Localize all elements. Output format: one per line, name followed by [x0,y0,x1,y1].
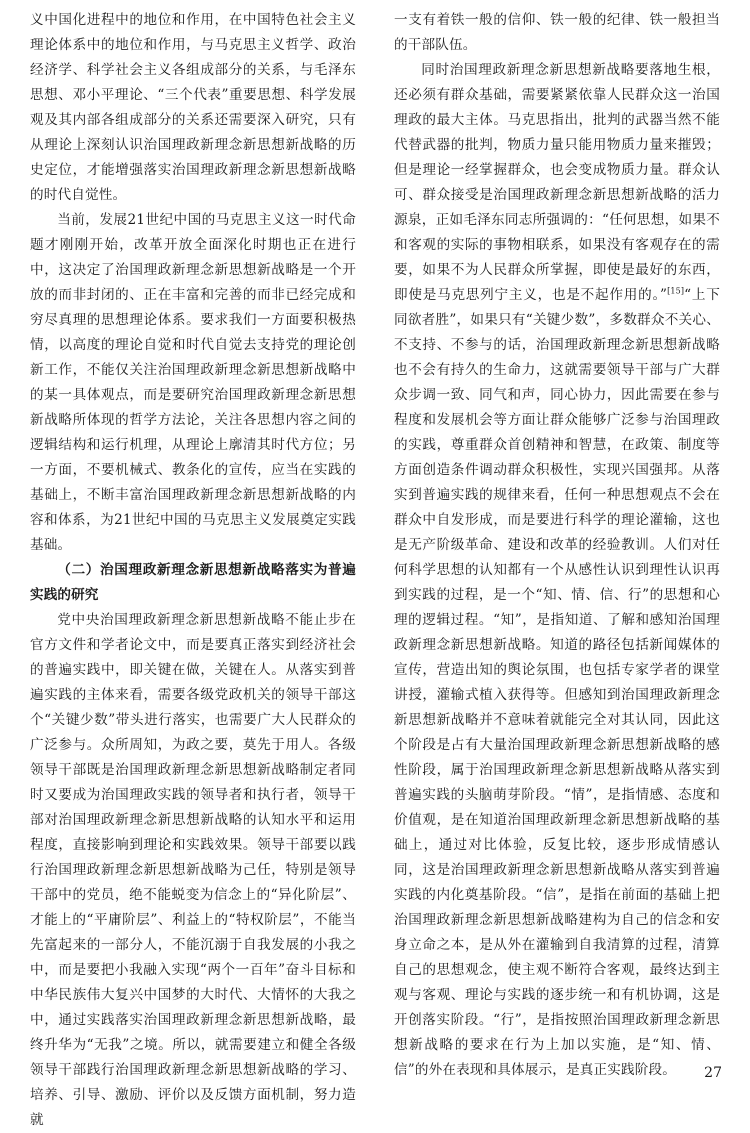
left-column [30,8,356,1133]
paragraph: 当前，发展21世纪中国的马克思主义这一时代命题才刚刚开始，改革开放全面深化时期也正在进行中，这决定了治国理政新理念新思想新战略是一个开放的而非封闭的、正在丰富和完善的而非已经完成和穷尽真理的思想理论体系。要求我们一方面要积极热情，以高度的理论自觉和时代自觉去支持党的理论创新工作，不能仅关注治国理政新理念新思想新战略中的某一具体观点，而是要研究治国理政新理念新思想新战略所体现的哲学方法论，关注各思想内容之间的逻辑结构和运行机理，从理论上廓清其时代方位；另一方面，不要机械式、教条化的宣传，应当在实践的基础上，不断丰富治国理政新理念新思想新战略的内容和体系，为21世纪中国的马克思主义发展奠定实践基础。 [30,212,356,553]
paragraph [394,58,720,1083]
page-number: 27 [704,1065,722,1081]
paragraph-text: “上下同欲者胜”，如果只有“关键少数”，多数群众不关心、不支持、不参与的话，治国理政新理念新思想新战略也不会有持久的生命力，这就需要领导干部与广大群众步调一致、同气和声，同心协力，因此需要在参与程度和发展机会等方面让群众能够广泛参与治国理政的实践，尊重群众首创精神和智慧，在政策、制度等方面创造条件调动群众积极性，实现兴国强邦。从落实到普遍实践的规律来看，任何一种思想观点不会在群众中自发形成，而是要进行科学的理论灌输，这也是无产阶级革命、建设和改革的经验教训。人们对任何科学思想的认知都有一个从感性认识到理性认识再到实践的过程，是一个“知、情、信、行”的思想和心理的逻辑过程。“知”，是指知道、了解和感知治国理政新理念新思想新战略。知道的路径包括新闻媒体的宣传，营造出知的舆论氛围，也包括专家学者的课堂讲授，灌输式植入获得等。但感知到治国理政新理念新思想新战略并不意味着就能完全对其认同，因此这个阶段是占有大量治国理政新理念新思想新战略的感性阶段，属于治国理政新理念新思想新战略从落实到普遍实践的头脑萌芽阶段。“情”，是指情感、态度和价值观，是在知道治国理政新理念新思想新战略的基础上，通过对比体验，反复比较，逐步形成情感认同，这是治国理政新理念新思想新战略从落实到普遍实践的内化奠基阶段。“信”，是指在前面的基础上把治国理政新理念新思想新战略建构为自己的信念和安身立命之本，是从外在灌输到自我清算的过程，清算自己的思想观念，使主观不断符合客观，最终达到主观与客观、理论与实践的逐步统一和有机协调，这是开创落实阶段。“行”，是指按照治国理政新理念新思想新战略的要求在行为上加以实施，是“知、情、信”的外在表现和具体展示，是真正实践阶段。 [394,287,720,1078]
paragraph-continued: 义中国化进程中的地位和作用，在中国特色社会主义理论体系中的地位和作用，与马克思主义哲学、政治经济学、科学社会主义各组成部分的关系，与毛泽东思想、邓小平理论、“三个代表”重要思想、科学发展观及其内部各组成部分的关系还需要深入研究，只有从理论上深刻认识治国理政新理念新思想新战略的历史定位，才能增强落实治国理政新理念新思想新战略的时代自觉性。 [30,12,356,203]
paragraph-text: 同时治国理政新理念新思想新战略要落地生根，还必须有群众基础，需要紧紧依靠人民群众这一治国理政的最大主体。马克思指出，批判的武器当然不能代替武器的批判，物质力量只能用物质力量来摧毁；但是理论一经掌握群众，也会变成物质力量。群众认可、群众接受是治国理政新理念新思想新战略的活力源泉，正如毛泽东同志所强调的：“任何思想，如果不和客观的实际的事物相联系，如果没有客观存在的需要，如果不为人民群众所掌握，即使是最好的东西，即使是马克思列宁主义，也是不起作用的。” [394,62,720,303]
paragraph-continued: 一支有着铁一般的信仰、铁一般的纪律、铁一般担当的干部队伍。 [394,12,720,53]
section-heading: （二）治国理政新理念新思想新战略落实为普遍实践的研究 [30,562,356,603]
right-column [394,8,720,1083]
paragraph: 党中央治国理政新理念新思想新战略不能止步在官方文件和学者论文中，而是要真正落实到经济社会的普遍实践中，即关键在做，关键在人。从落实到普遍实践的主体来看，需要各级党政机关的领导干部这个“关键少数”带头进行落实，也需要广大人民群众的广泛参与。众所周知，为政之要，莫先于用人。各级领导干部既是治国理政新理念新思想新战略制定者同时又要成为治国理政实践的领导者和执行者，领导干部对治国理政新理念新思想新战略的认知水平和运用程度，直接影响到理论和实践效果。领导干部要以践行治国理政新理念新思想新战略为己任，特别是领导干部中的党员，绝不能蜕变为信念上的“异化阶层”、才能上的“平庸阶层”、利益上的“特权阶层”，不能当先富起来的一部分人，不能沉溺于自我发展的小我之中，而是要把小我融入实现“两个一百年”奋斗目标和中华民族伟大复兴中国梦的大时代、大情怀的大我之中，通过实践落实治国理政新理念新思想新战略，最终升华为“无我”之境。所以，就需要建立和健全各级领导干部践行治国理政新理念新思想新战略的学习、培养、引导、激励、评价以及反馈方面机制，努力造就 [30,612,356,1128]
citation-marker: [15] [667,286,685,296]
